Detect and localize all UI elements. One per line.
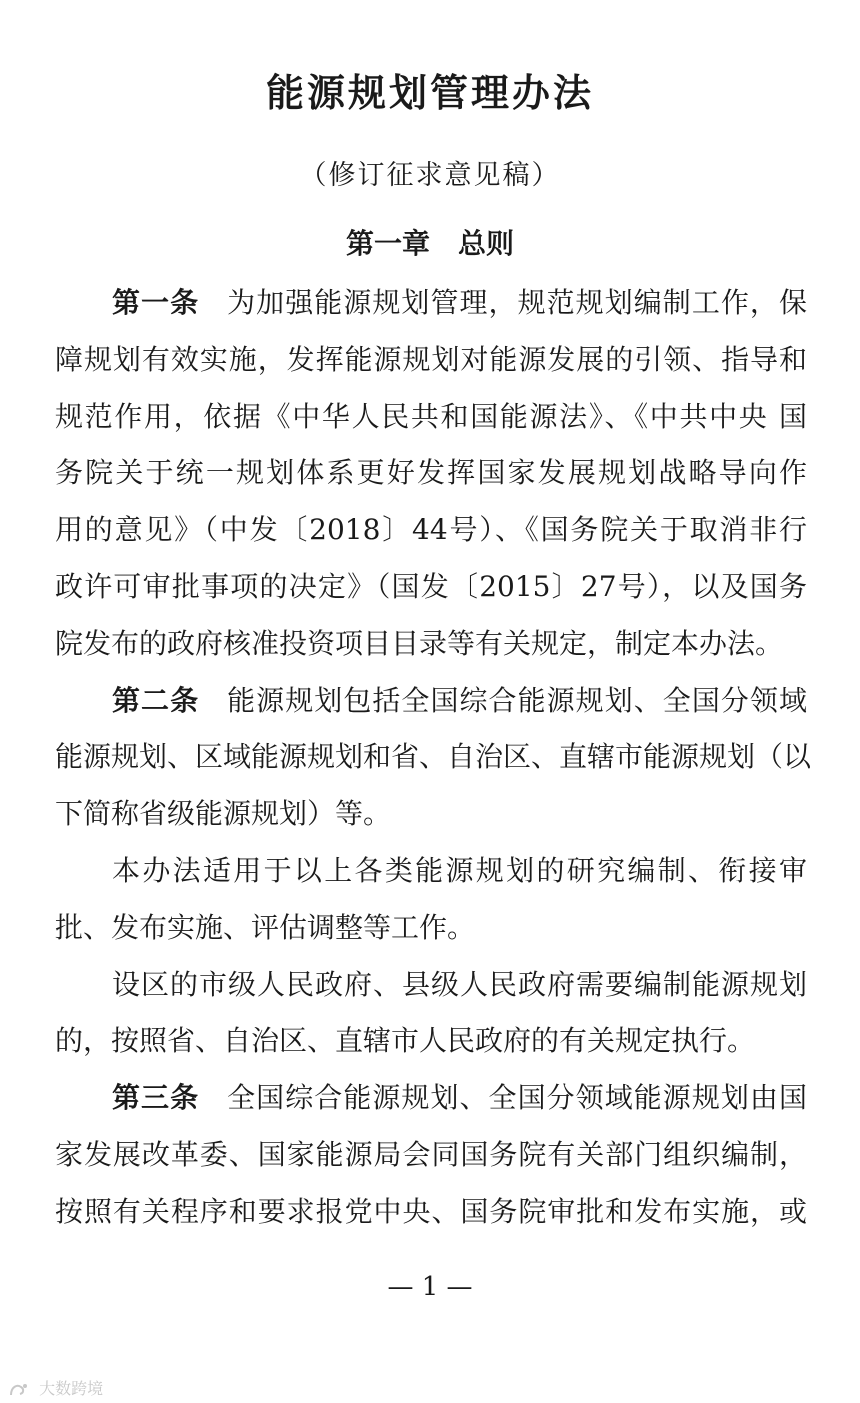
document-subtitle: （修订征求意见稿）: [299, 160, 561, 191]
article-number: 第二条: [112, 683, 200, 717]
document-title: 能源规划管理办法: [265, 70, 594, 115]
text-line: [55, 567, 807, 607]
text-line: [55, 510, 807, 550]
article-number: 第一条: [112, 286, 200, 319]
line-text: 的，按照省、自治区、直辖市人民政府的有关规定执行。: [55, 1024, 756, 1058]
article-number: 第三条: [112, 1081, 200, 1115]
article-first-line: [112, 681, 807, 721]
text-line: [112, 965, 807, 1005]
watermark-text: 大数跨境: [39, 1379, 104, 1398]
line-text: 设区的市级人民政府、县级人民政府需要编制能源规划: [112, 967, 807, 1001]
chapter-heading: 第一章 总则: [345, 227, 514, 260]
article-first-line: [112, 283, 807, 323]
line-text: 能源规划包括全国综合能源规划、全国分领域: [227, 683, 807, 717]
line-text: 政许可审批事项的决定》（国发〔2015〕27号），以及国务: [55, 570, 807, 603]
line-text: 用的意见》（中发〔2018〕44号）、《国务院关于取消非行: [55, 513, 807, 547]
line-text: 下简称省级能源规划）等。: [55, 797, 392, 831]
text-line: [55, 453, 807, 493]
line-text: 批、发布实施、评估调整等工作。: [55, 910, 476, 944]
text-line: [55, 624, 807, 664]
text-line: [55, 737, 812, 777]
text-line: [55, 1135, 807, 1175]
text-line: [55, 340, 807, 380]
line-text: 家发展改革委、国家能源局会同国务院有关部门组织编制，: [55, 1138, 807, 1171]
line-text: 规范作用，依据《中华人民共和国能源法》、《中共中央 国: [55, 399, 807, 433]
line-text: 障规划有效实施，发挥能源规划对能源发展的引领、指导和: [55, 342, 807, 376]
line-text: 院发布的政府核准投资项目目录等有关规定，制定本办法。: [55, 626, 784, 660]
line-text: 为加强能源规划管理，规范规划编制工作，保: [227, 286, 807, 319]
text-line: [55, 794, 807, 834]
text-line: [55, 397, 807, 437]
line-text: 全国综合能源规划、全国分领域能源规划由国: [227, 1081, 807, 1115]
page-number: — 1 —: [387, 1272, 473, 1302]
text-line: [55, 1021, 807, 1061]
line-text: 本办法适用于以上各类能源规划的研究编制、衔接审: [112, 854, 807, 887]
watermark-logo-icon: [8, 1381, 30, 1399]
line-text: 务院关于统一规划体系更好发挥国家发展规划战略导向作: [55, 456, 807, 490]
text-line: [55, 908, 807, 948]
watermark: [8, 1376, 103, 1399]
line-text: 按照有关程序和要求报党中央、国务院审批和发布实施，或: [55, 1194, 807, 1228]
line-text: 能源规划、区域能源规划和省、自治区、直辖市能源规划（以: [55, 740, 812, 774]
article-first-line: [112, 1078, 807, 1118]
text-line: [55, 1192, 807, 1232]
text-line: [112, 851, 807, 891]
